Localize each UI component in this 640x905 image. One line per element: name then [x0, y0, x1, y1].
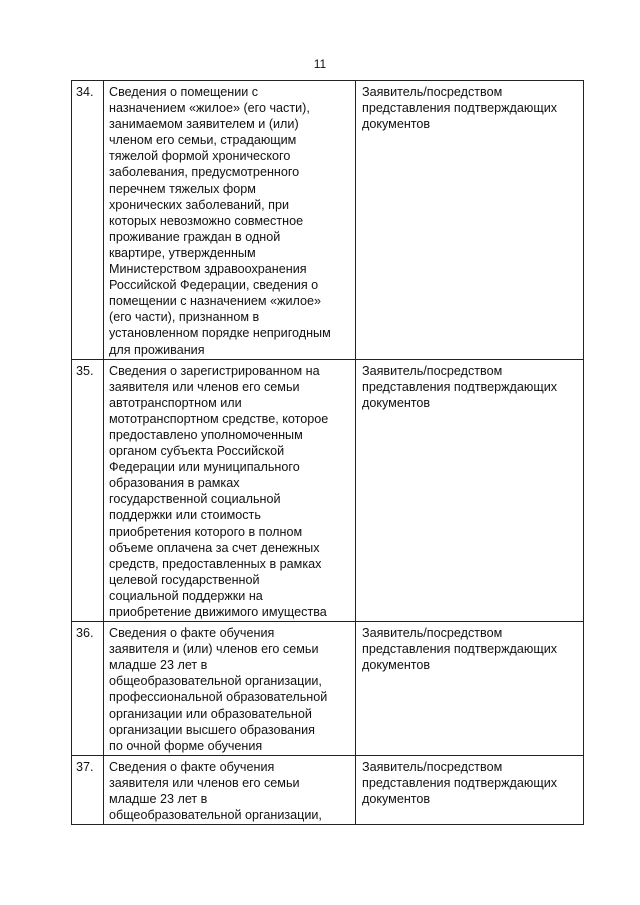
row-number: 34. [72, 81, 104, 360]
table-row [72, 622, 584, 756]
info-description: Сведения о зарегистрированном на заявителя или членов его семьи автотранспортном или мототранспортном средстве, которое предоставлено уполномоченным органом субъекта Российской Федерации или муниципального образования в рамках государственной социальной поддержки или стоимость приобретения которого в полном объеме оплачена за счет денежных средств, предоставленных в рамках целевой государственной социальной поддержки на приобретение движимого имущества [104, 359, 356, 622]
row-number: 36. [72, 622, 104, 756]
info-source: Заявитель/посредством представления подтверждающих документов [356, 755, 584, 824]
info-description: Сведения о факте обучения заявителя и (или) членов его семьи младше 23 лет в общеобразовательной организации, профессиональной образовательной организации или образовательной организации высшего образования по очной форме обучения [104, 622, 356, 756]
info-source: Заявитель/посредством представления подтверждающих документов [356, 622, 584, 756]
table-row [72, 755, 584, 824]
table-row [72, 81, 584, 360]
info-description: Сведения о факте обучения заявителя или членов его семьи младше 23 лет в общеобразовательной организации, [104, 755, 356, 824]
table-row [72, 359, 584, 622]
info-source: Заявитель/посредством представления подтверждающих документов [356, 359, 584, 622]
info-source: Заявитель/посредством представления подтверждающих документов [356, 81, 584, 360]
requirements-table [71, 80, 584, 825]
page-number: 11 [313, 57, 327, 71]
row-number: 35. [72, 359, 104, 622]
row-number: 37. [72, 755, 104, 824]
info-description: Сведения о помещении с назначением «жилое» (его части), занимаемом заявителем и (или) членом его семьи, страдающим тяжелой формой хронического заболевания, предусмотренного перечнем тяжелых форм хронических заболеваний, при которых невозможно совместное проживание граждан в одной квартире, утвержденным Министерством здравоохранения Российской Федерации, сведения о помещении с назначением «жилое» (его части), признанном в установленном порядке непригодным для проживания [104, 81, 356, 360]
